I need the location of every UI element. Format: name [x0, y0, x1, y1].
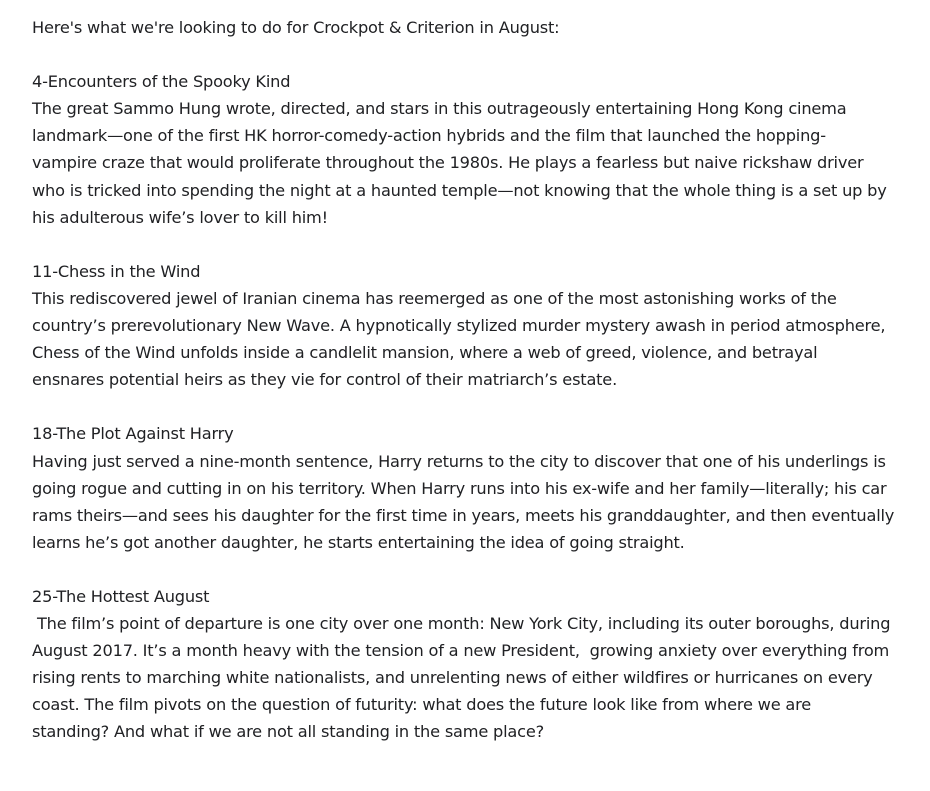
film-entry — [32, 583, 912, 746]
film-entry — [32, 258, 912, 393]
film-heading: 11-Chess in the Wind — [32, 261, 201, 281]
film-description: The great Sammo Hung wrote, directed, and stars in this outrageously entertaining Hong Kong cinema landmark—one of the first HK horror-comedy-action hybrids and the film that launched the hopping- vampire craze that would proliferate throughout the 1980s. He plays a fearless but naive rickshaw driver who is tricked into spending the night at a haunted temple—not knowing that the whole thing is a set up by his adulterous wife’s lover to kill him! — [32, 99, 887, 227]
film-heading: 18-The Plot Against Harry — [32, 424, 234, 444]
document-body — [32, 14, 912, 773]
film-description: This rediscovered jewel of Iranian cinema has reemerged as one of the most astonishing works of the country’s prerevolutionary New Wave. A hypnotically stylized murder mystery awash in period atmosphere, Chess of the Wind unfolds inside a candlelit mansion, where a web of greed, violence, and betrayal ensnares potential heirs as they vie for control of their matriarch’s estate. — [32, 288, 886, 390]
film-description: Having just served a nine-month sentence, Harry returns to the city to discover that one of his underlings is going rogue and cutting in on his territory. When Harry runs into his ex-wife and her family—literally; his car rams theirs—and sees his daughter for the first time in years, meets his granddaughter, and then eventually learns he’s got another daughter, he starts entertaining the idea of going straight. — [32, 451, 895, 552]
film-heading: 4-Encounters of the Spooky Kind — [32, 72, 291, 92]
film-entry — [32, 420, 912, 555]
film-description: The film’s point of departure is one city over one month: New York City, including its outer boroughs, during August 2017. It’s a month heavy with the tension of a new President, growing anxiety over everything from rising rents to marching white nationalists, and unrelenting news of either wildfires or hurricanes on every coast. The film pivots on the question of futurity: what does the future look like from where we are standing? And what if we are not all standing in the same place? — [32, 614, 891, 742]
film-heading: 25-The Hottest August — [32, 586, 210, 606]
intro-text: Here's what we're looking to do for Crockpot & Criterion in August: — [32, 18, 560, 37]
film-entry — [32, 68, 912, 231]
